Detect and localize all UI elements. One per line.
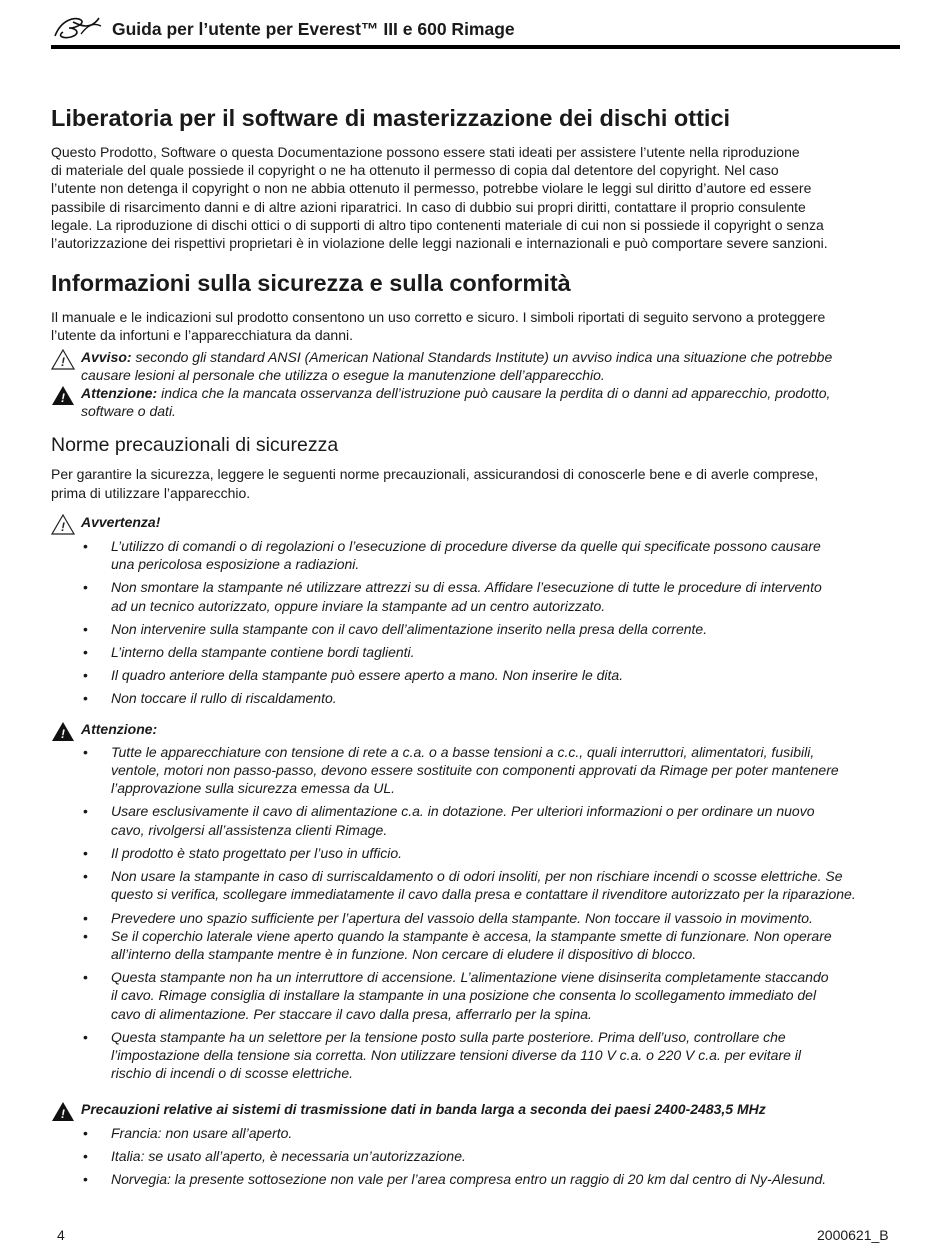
bullet: • [83, 969, 88, 986]
text-line: cavo, rivolgersi all’assistenza clienti Rimage. [111, 821, 388, 838]
text-line: causare lesioni al personale che utilizza o esegue la manutenzione dell’apparecchio. [81, 366, 605, 383]
text-line: ad un tecnico autorizzato, oppure inviare la stampante ad un centro autorizzato. [111, 597, 606, 614]
heading-precautions: Norme precauzionali di sicurezza [51, 434, 339, 457]
avvertenza-heading [51, 513, 906, 534]
bullet: • [83, 667, 88, 684]
text-line: Questo Prodotto, Software o questa Documentazione possono essere stati ideati per assistere l’utente nella riproduzione [51, 144, 800, 160]
avvertenza-label: Avvertenza! [81, 513, 161, 530]
text-line: l’utente non detenga il copyright o non ne abbia ottenuto il permesso, potrebbe violare le leggi sul diritto d’autore ed essere [51, 180, 812, 197]
text-line: l’utente da infortuni e l’apparecchiatura da danni. [51, 327, 353, 344]
banda-heading [51, 1100, 906, 1122]
document-code: 2000621_B [817, 1227, 889, 1243]
text-line: cavo di alimentazione. Per staccare il cavo dalla presa, afferrarlo per la spina. [111, 1005, 592, 1022]
list-item [51, 1124, 906, 1142]
list-item [51, 844, 906, 862]
page-content [51, 104, 906, 1188]
bullet: • [83, 909, 88, 926]
text-line: questo si verifica, scollegare immediatamente il cavo dalla presa e contattare il rivenditore autorizzato per la riparazione. [111, 886, 856, 903]
attenzione-heading [51, 720, 906, 741]
warning-filled-icon [51, 385, 75, 406]
list-item [51, 743, 906, 798]
text-line: Prevedere uno spazio sufficiente per l’apertura del vassoio della stampante. Non toccare il vassoio in movimento. [111, 909, 813, 926]
banda-label: Precauzioni relative ai sistemi di trasmissione dati in banda larga a seconda dei paesi 2400-2483,5 MHz [81, 1101, 766, 1118]
heading-safety: Informazioni sulla sicurezza e sulla conformità [51, 270, 571, 297]
list-item [51, 867, 906, 903]
text-line: l’impostazione della tensione sia corretta. Non utilizzare tensioni diverse da 110 V c.a. o 220 V c.a. per evitare il [111, 1046, 801, 1063]
text-line: Non toccare il rullo di riscaldamento. [111, 690, 337, 707]
list-item [51, 802, 906, 838]
svg-text:!: ! [61, 391, 65, 406]
text-line: Se il coperchio laterale viene aperto quando la stampante è accesa, la stampante smette di funzionare. Non operare [111, 927, 832, 944]
bullet: • [83, 1124, 88, 1141]
attenzione-label: Attenzione: [81, 385, 158, 402]
text-line: rischio di incendi o di scosse elettriche. [111, 1065, 354, 1082]
text-line: ventole, motori non passo-passo, devono essere sostituite con componenti approvati da Rimage per poter mantenere [111, 762, 839, 779]
warning-outline-icon [51, 349, 75, 370]
banda-list [51, 1124, 906, 1189]
list-item [51, 689, 906, 707]
svg-text:!: ! [61, 726, 65, 741]
text-line: Tutte le apparecchiature con tensione di rete a c.a. o a basse tensioni a c.c., quali interruttori, alimentatori, fusibili, [111, 743, 815, 760]
text-line: Il quadro anteriore della stampante può essere aperto a mano. Non inserire le dita. [111, 667, 624, 684]
list-item [51, 1170, 906, 1188]
list-item [51, 909, 906, 927]
bullet: • [83, 620, 88, 637]
precautions-intro [51, 465, 906, 501]
list-item [51, 578, 906, 614]
text-line: Per garantire la sicurezza, leggere le seguenti norme precauzionali, assicurandosi di conoscerle bene e di averle comprese, [51, 466, 819, 483]
bullet: • [83, 927, 88, 944]
text-line: l’approvazione sulla sicurezza emessa da UL. [111, 780, 396, 797]
list-item [51, 968, 906, 1023]
attenzione-note [51, 384, 906, 420]
text-line: il cavo. Rimage consiglia di installare la stampante in una posizione che consenta lo scollegamento immediato del [111, 987, 817, 1004]
header-rule [51, 45, 900, 49]
attenzione-list [51, 743, 906, 1082]
text-line: legale. La riproduzione di dischi ottici o di supporti di altro tipo contenenti materiale di cui non si possiede il copyright o senza [51, 216, 824, 233]
warning-filled-icon [51, 721, 75, 742]
bullet: • [83, 1028, 88, 1045]
bullet: • [83, 1170, 88, 1187]
avviso-label: Avviso: [81, 348, 132, 365]
text-line: l’autorizzazione dei rispettivi proprietari è in violazione delle leggi nazionali e internazionali e può comportare severe sanzioni. [51, 235, 828, 252]
text-line: Non usare la stampante in caso di surriscaldamento o di odori insoliti, per non rischiare incendi o scosse elettriche. Se [111, 868, 843, 885]
list-item [51, 666, 906, 684]
bullet: • [83, 844, 88, 861]
bullet: • [83, 579, 88, 596]
bullet: • [83, 743, 88, 760]
text-line: di materiale del quale possiede il copyright o ne ha ottenuto il permesso di copia dal detentore del copyright. Nel caso [51, 162, 779, 179]
bullet: • [83, 868, 88, 885]
header-title: Guida per l’utente per Everest™ III e 600 Rimage [112, 19, 515, 39]
list-item [51, 620, 906, 638]
page-number: 4 [57, 1227, 65, 1243]
list-item [51, 1028, 906, 1083]
list-item [51, 1147, 906, 1165]
text-line: Non intervenire sulla stampante con il cavo dell’alimentazione inserito nella presa della corrente. [111, 620, 708, 637]
avvertenza-list [51, 537, 906, 708]
svg-text:!: ! [61, 519, 65, 534]
text-line: L’utilizzo di comandi o di regolazioni o l’esecuzione di procedure diverse da quelle qui specificate possono causare [111, 538, 821, 555]
text-line: Il manuale e le indicazioni sul prodotto consentono un uso corretto e sicuro. I simboli riportati di seguito servono a proteggere [51, 309, 826, 326]
bullet: • [83, 538, 88, 555]
rimage-logo-icon [51, 12, 103, 42]
attenzione-list-label: Attenzione: [81, 720, 158, 737]
text-line: all’interno della stampante mentre è in funzione. Non cercare di eludere il dispositivo di blocco. [111, 945, 697, 962]
text-line: Questa stampante ha un selettore per la tensione posto sulla parte posteriore. Prima dell’uso, controllare che [111, 1028, 786, 1045]
text-line: secondo gli standard ANSI (American National Standards Institute) un avviso indica una situazione che potrebbe [131, 348, 833, 365]
warning-outline-icon [51, 514, 75, 535]
svg-text:!: ! [61, 1107, 65, 1122]
list-item [51, 537, 906, 573]
bullet: • [83, 803, 88, 820]
text-line: Norvegia: la presente sottosezione non vale per l’area compresa entro un raggio di 20 km dal centro di Ny-Alesund. [111, 1170, 827, 1187]
text-line: L’interno della stampante contiene bordi taglienti. [111, 644, 415, 661]
bullet: • [83, 1147, 88, 1164]
text-line: Italia: se usato all’aperto, è necessaria un’autorizzazione. [111, 1147, 466, 1164]
text-line: una pericolosa esposizione a radiazioni. [111, 556, 360, 573]
bullet: • [83, 690, 88, 707]
page-header [51, 12, 900, 48]
text-line: Il prodotto è stato progettato per l’uso in ufficio. [111, 844, 403, 861]
text-line: Usare esclusivamente il cavo di alimentazione c.a. in dotazione. Per ulteriori informazioni o per ordinare un nuovo [111, 803, 815, 820]
text-line: prima di utilizzare l’apparecchio. [51, 484, 251, 501]
list-item [51, 643, 906, 661]
safety-intro [51, 308, 906, 344]
avviso-note [51, 348, 906, 384]
text-line: software o dati. [81, 403, 176, 420]
warning-filled-icon [51, 1101, 75, 1122]
svg-text:!: ! [61, 354, 65, 369]
text-line: Questa stampante non ha un interruttore di accensione. L’alimentazione viene disinserita completamente staccando [111, 969, 829, 986]
text-line: Francia: non usare all’aperto. [111, 1124, 293, 1141]
text-line: indica che la mancata osservanza dell’istruzione può causare la perdita di o danni ad apparecchio, prodotto, [157, 385, 831, 402]
list-item [51, 927, 906, 963]
heading-disclaimer: Liberatoria per il software di masterizzazione dei dischi ottici [51, 105, 731, 131]
text-line: Non smontare la stampante né utilizzare attrezzi su di essa. Affidare l’esecuzione di tutte le procedure di intervento [111, 579, 822, 596]
bullet: • [83, 644, 88, 661]
text-line: passibile di risarcimento danni e di altre azioni riparatrici. In caso di dubbio sui propri diritti, contattare il proprio consulente [51, 198, 806, 215]
disclaimer-paragraph [51, 143, 906, 252]
